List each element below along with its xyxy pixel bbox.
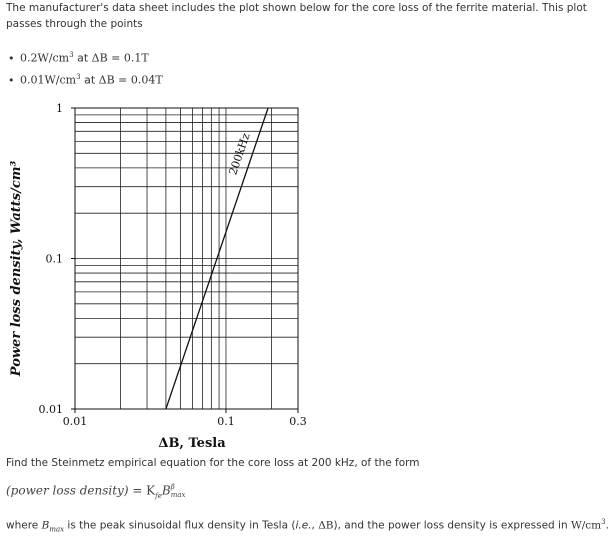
x-tick-label: 0.3 — [289, 415, 307, 428]
where-unit-exp: 3 — [601, 518, 606, 526]
chart-grid — [75, 108, 298, 409]
where-b: B — [41, 519, 50, 532]
where-prefix: where — [6, 519, 42, 532]
point-exponent: 3 — [76, 73, 81, 81]
where-b-sub: max — [49, 525, 65, 534]
point-delta-b: ΔB = 0.1T — [91, 51, 149, 65]
x-tick-label: 0.1 — [217, 415, 235, 428]
formula-lhs: (power loss density) — [6, 483, 129, 498]
bullet-icon: • — [8, 51, 15, 65]
point-delta-b: ΔB = 0.04T — [98, 73, 163, 87]
point-value: 0.2W/cm — [20, 51, 70, 65]
where-suffix: ), and the power loss density is expressed in — [333, 519, 571, 532]
point-at: at — [80, 73, 99, 87]
formula-b-sub: max — [170, 491, 186, 499]
point-at: at — [73, 51, 92, 65]
y-tick-label: 1 — [56, 102, 63, 115]
where-mid: is the peak sinusoidal flux density in Tesla ( — [64, 519, 296, 532]
where-ie: i.e. — [295, 519, 312, 532]
formula-k-sub: fe — [155, 491, 162, 500]
where-end: . — [605, 519, 609, 532]
steinmetz-formula — [6, 483, 185, 500]
question-text: Find the Steinmetz empirical equation for the core loss at 200 kHz, of the form — [6, 457, 420, 469]
y-tick-label: 0.01 — [38, 403, 63, 416]
list-item — [8, 66, 163, 88]
intro-text: The manufacturer's data sheet includes the plot shown below for the core loss of the ferrite material. This plot passes through the points — [6, 2, 587, 30]
bullet-icon: • — [8, 73, 15, 87]
where-unit: W/cm — [570, 519, 602, 532]
formula-eq: = K — [128, 483, 156, 498]
where-comma: , — [311, 519, 319, 532]
point-list — [8, 44, 163, 88]
point-value: 0.01W/cm — [20, 73, 77, 87]
series-label-200khz: 200kHz — [226, 131, 253, 177]
y-tick-label: 0.1 — [45, 252, 63, 266]
core-loss-chart — [0, 96, 330, 456]
y-axis-label: Power loss density, Watts/cm³ — [9, 160, 24, 377]
x-axis-label: ΔB, Tesla — [158, 436, 226, 451]
list-item — [8, 44, 163, 66]
where-delta-b: ΔB — [318, 519, 334, 532]
point-exponent: 3 — [69, 51, 74, 59]
where-text — [6, 514, 609, 538]
formula-b: B — [161, 483, 171, 498]
x-tick-label: 0.01 — [62, 415, 88, 428]
formula-b-sup: β — [170, 483, 175, 491]
